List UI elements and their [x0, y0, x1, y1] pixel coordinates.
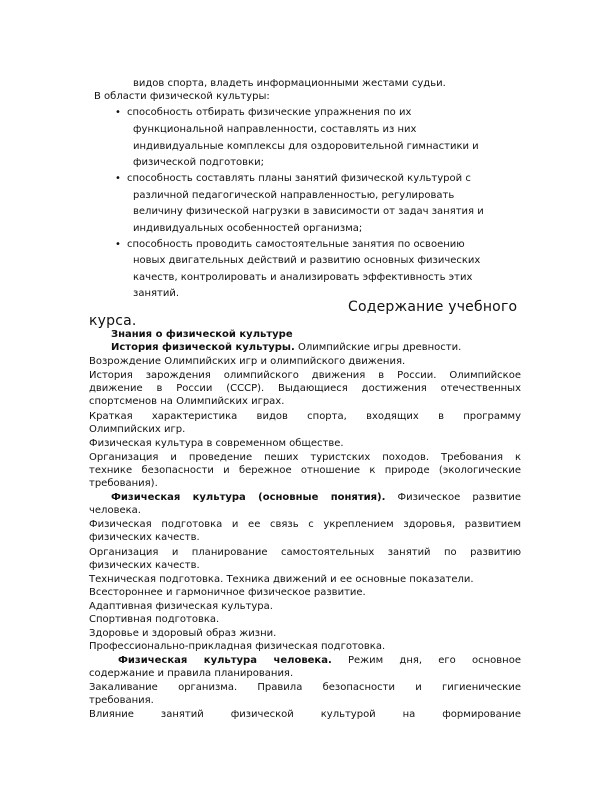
paragraph-line: физических качеств.: [89, 532, 200, 543]
paragraph-line: человека.: [89, 505, 141, 516]
bullet-icon: •: [115, 173, 121, 184]
paragraph-line: Всестороннее и гармоничное физическое развитие.: [89, 587, 366, 598]
list-item-line: новых двигательных действий и развитию основных физических: [133, 255, 481, 266]
paragraph-line: Здоровье и здоровый образ жизни.: [89, 628, 277, 639]
paragraph-line: [111, 491, 521, 504]
list-item-line: способность составлять планы занятий физической культурой с: [127, 173, 471, 184]
list-item-line: способность отбирать физические упражнения по их: [127, 107, 412, 118]
list-item-line: занятий.: [133, 288, 180, 299]
paragraph-line: Адаптивная физическая культура.: [89, 601, 273, 612]
paragraph-line: Профессионально-прикладная физическая подготовка.: [89, 641, 386, 652]
paragraph-line: [118, 654, 521, 667]
paragraph-line: Олимпийских игр.: [89, 424, 186, 435]
paragraph-line: Влияние занятий физической культурой на формирование: [89, 709, 521, 720]
paragraph-line: Возрождение Олимпийских игр и олимпийского движения.: [89, 356, 406, 367]
list-item-line: индивидуальные комплексы для оздоровительной гимнастики и: [133, 141, 479, 152]
list-item-line: величину физической нагрузки в зависимости от задач занятия и: [133, 206, 484, 217]
paragraph-line: Физическая подготовка и ее связь с укреплением здоровья, развитием: [89, 519, 521, 530]
list-item-line: качеств, контролировать и анализировать эффективность этих: [133, 272, 473, 283]
paragraph-line: Физическая культура в современном обществе.: [89, 438, 344, 449]
paragraph-line: Краткая характеристика видов спорта, входящих в программу: [89, 411, 521, 422]
paragraph-line: [111, 341, 461, 354]
paragraph-line: спортсменов на Олимпийских играх.: [89, 396, 285, 407]
paragraph-text: Режим дня, его основное: [331, 655, 521, 666]
course-heading: Содержание учебного: [348, 299, 518, 315]
paragraph-line: технике безопасности и бережное отношение к природе (экологические: [89, 465, 521, 476]
paragraph-line: Техническая подготовка. Техника движений и ее основные показатели.: [89, 574, 474, 585]
section-title: Знания о физической культуре: [111, 329, 293, 340]
subsection-heading: Физическая культура человека.: [118, 655, 332, 666]
paragraph-line: Закаливание организма. Правила безопасности и гигиенические: [89, 682, 521, 693]
paragraph-text: Физическое развитие: [385, 492, 521, 503]
paragraph-line: требования.: [89, 695, 154, 706]
paragraph-line: Организация и проведение пеших туристских походов. Требования к: [89, 452, 521, 463]
bullet-icon: •: [115, 107, 121, 118]
list-item-line: физической подготовки;: [133, 157, 264, 168]
list-item-line: способность проводить самостоятельные занятия по освоению: [127, 239, 465, 250]
paragraph-line: движение в России (СССР). Выдающиеся достижения отечественных: [89, 383, 521, 394]
list-item-line: функциональной направленности, составлять из них: [133, 124, 417, 135]
paragraph-line: требования).: [89, 478, 158, 489]
paragraph-line: История зарождения олимпийского движения в России. Олимпийское: [89, 370, 521, 381]
list-item-line: различной педагогической направленностью, регулировать: [133, 190, 455, 201]
bullet-icon: •: [115, 239, 121, 250]
intro-line: видов спорта, владеть информационными жестами судьи.: [133, 78, 446, 89]
intro-line: В области физической культуры:: [94, 91, 270, 102]
list-item-line: индивидуальных особенностей организма;: [133, 223, 363, 234]
subsection-heading: Физическая культура (основные понятия).: [111, 492, 386, 503]
paragraph-text: Олимпийские игры древности.: [294, 342, 462, 353]
subsection-heading: История физической культуры.: [111, 342, 295, 353]
course-heading-continued: курса.: [89, 313, 137, 329]
paragraph-line: Организация и планирование самостоятельных занятий по развитию: [89, 547, 521, 558]
paragraph-line: Спортивная подготовка.: [89, 614, 220, 625]
paragraph-line: содержание и правила планирования.: [89, 668, 294, 679]
paragraph-line: физических качеств.: [89, 560, 200, 571]
